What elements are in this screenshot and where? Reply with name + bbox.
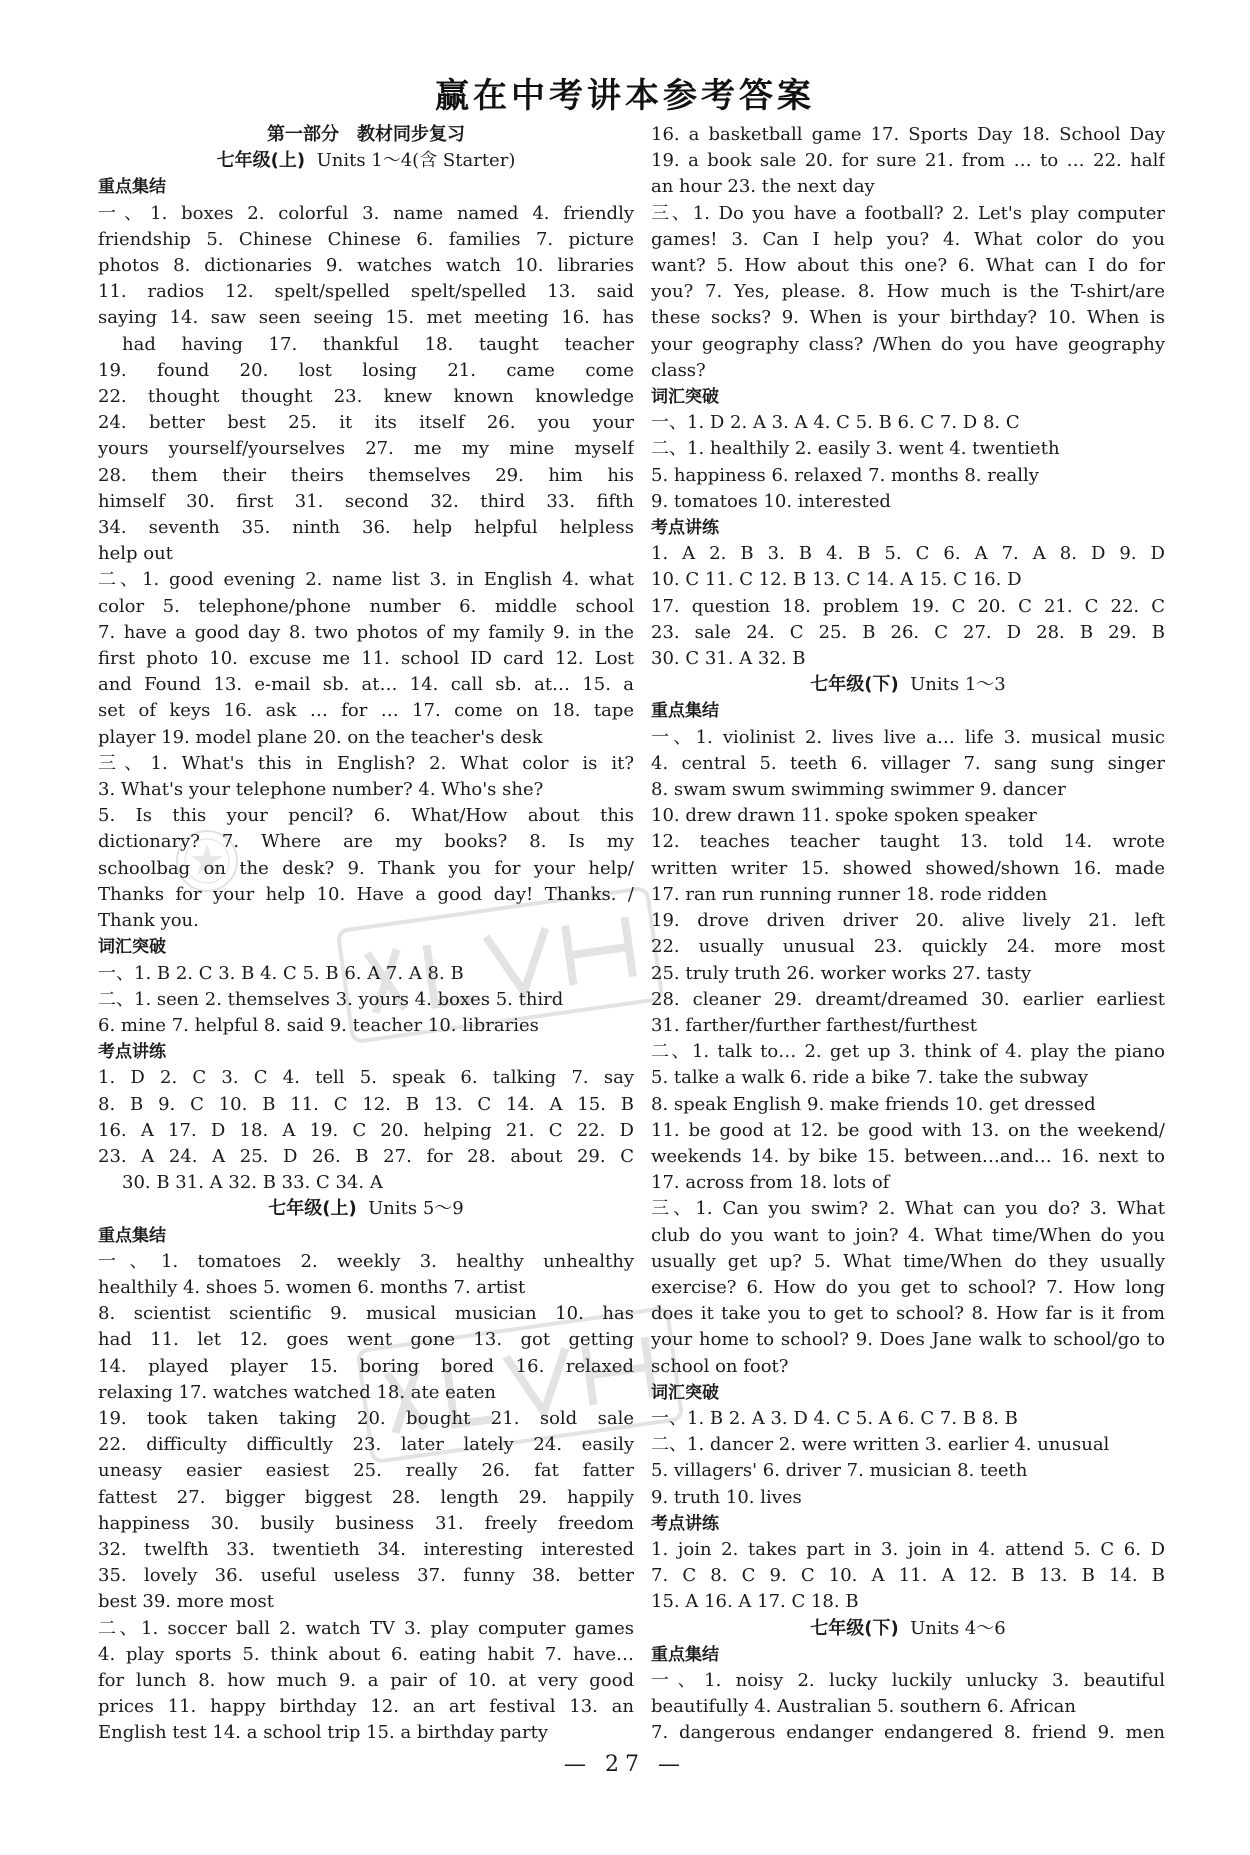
- units-label: Units 4～6: [910, 1617, 1006, 1639]
- answer-line: best 39. more most: [98, 1591, 274, 1613]
- part-heading: 第一部分 教材同步复习: [267, 124, 465, 145]
- answer-line: for lunch 8. how much 9. a pair of 10. at very good: [98, 1669, 634, 1691]
- subsection-heading: 考点讲练: [651, 518, 719, 539]
- answer-line: written writer 15. showed showed/shown 16. made: [651, 857, 1165, 879]
- answer-line: 一、1. B 2. A 3. D 4. C 5. A 6. C 7. B 8. B: [651, 1407, 1018, 1429]
- answer-line: 5. villagers' 6. driver 7. musician 8. teeth: [651, 1460, 1028, 1482]
- answer-line: 7. C 8. C 9. C 10. A 11. A 12. B 13. B 14. B: [651, 1565, 1165, 1587]
- answer-line: 16. A 17. D 18. A 19. C 20. helping 21. C 22. D: [98, 1119, 634, 1141]
- answer-line: 10. drew drawn 11. spoke spoken speaker: [651, 805, 1037, 827]
- answer-line: club do you want to join? 4. What time/When do you: [651, 1224, 1165, 1246]
- units-label: Units 1～3: [910, 674, 1006, 696]
- answer-line: 17. question 18. problem 19. C 20. C 21. C 22. C: [651, 595, 1165, 617]
- subsection-heading: 词汇突破: [651, 387, 719, 408]
- answer-line: 二、1. talk to… 2. get up 3. think of 4. play the piano: [651, 1041, 1165, 1063]
- answer-line: 25. truly truth 26. worker works 27. tasty: [651, 962, 1032, 984]
- answer-line: 19. a book sale 20. for sure 21. from … to … 22. half: [651, 150, 1165, 172]
- subsection-heading: 考点讲练: [98, 1042, 166, 1063]
- answer-line: does it take you to get to school? 8. How far is it from: [651, 1303, 1165, 1325]
- answer-line: saying 14. saw seen seeing 15. met meeting 16. has: [98, 307, 634, 329]
- answer-line: 4. play sports 5. think about 6. eating habit 7. have…: [98, 1643, 634, 1665]
- answer-line: 二、1. seen 2. themselves 3. yours 4. boxes 5. third: [98, 988, 564, 1010]
- section-heading: [651, 1616, 1165, 1642]
- answer-line: friendship 5. Chinese Chinese 6. families 7. picture: [98, 228, 634, 250]
- section-heading: [98, 1196, 634, 1222]
- answer-line: 11. be good at 12. be good with 13. on the weekend/: [651, 1119, 1165, 1141]
- answer-line: 8. scientist scientific 9. musical musician 10. has: [98, 1303, 634, 1325]
- answer-line: your home to school? 9. Does Jane walk to school/go to: [651, 1329, 1165, 1351]
- answer-line: happiness 30. busily business 31. freely freedom: [98, 1512, 634, 1534]
- answer-line: fattest 27. bigger biggest 28. length 29. happily: [98, 1486, 634, 1508]
- answer-line: 8. speak English 9. make friends 10. get dressed: [651, 1093, 1096, 1115]
- answer-line: 17. ran run running runner 18. rode ridden: [651, 883, 1048, 905]
- answer-line: 11. radios 12. spelt/spelled spelt/spelled 13. said: [98, 281, 634, 303]
- answer-line: Thanks for your help 10. Have a good day! Thanks. /: [98, 883, 634, 905]
- answer-line: 19. took taken taking 20. bought 21. sold sale: [98, 1407, 634, 1429]
- answer-line: 28. cleaner 29. dreamt/dreamed 30. earlier earliest: [651, 988, 1165, 1010]
- answer-line: 1. A 2. B 3. B 4. B 5. C 6. A 7. A 8. D 9. D: [651, 543, 1165, 565]
- answer-line: 一、1. boxes 2. colorful 3. name named 4. friendly: [98, 202, 634, 224]
- answer-line: 22. usually unusual 23. quickly 24. more most: [651, 936, 1165, 958]
- answer-line: 6. mine 7. helpful 8. said 9. teacher 10. libraries: [98, 1014, 539, 1036]
- answer-line: 10. C 11. C 12. B 13. C 14. A 15. C 16. D: [651, 569, 1022, 591]
- answer-line: 22. thought thought 23. knew known knowledge: [98, 386, 634, 408]
- answer-line: color 5. telephone/phone number 6. middle school: [98, 595, 634, 617]
- answer-line: 12. teaches teacher taught 13. told 14. wrote: [651, 831, 1165, 853]
- subsection-heading: 考点讲练: [651, 1513, 719, 1534]
- answer-line: schoolbag on the desk? 9. Thank you for your help/: [98, 857, 634, 879]
- grade-label: 七年级(上): [268, 1198, 357, 1220]
- answer-line: himself 30. first 31. second 32. third 33. fifth: [98, 490, 634, 512]
- answer-line: these socks? 9. When is your birthday? 10. When is: [651, 307, 1165, 329]
- answer-line: yours yourself/yourselves 27. me my mine myself: [98, 438, 634, 460]
- answer-line: 32. twelfth 33. twentieth 34. interesting interested: [98, 1538, 634, 1560]
- answer-line: exercise? 6. How do you get to school? 7. How long: [651, 1276, 1165, 1298]
- answer-line: 二、1. soccer ball 2. watch TV 3. play computer games: [98, 1617, 634, 1639]
- subsection-heading: 重点集结: [651, 701, 719, 722]
- grade-label: 七年级(上): [216, 150, 306, 172]
- answer-line: 三、1. What's this in English? 2. What color is it?: [98, 752, 634, 774]
- answer-line: 8. swam swum swimming swimmer 9. dancer: [651, 779, 1066, 801]
- section-heading: [651, 672, 1165, 698]
- answer-line: 23. A 24. A 25. D 26. B 27. for 28. about 29. C: [98, 1145, 634, 1167]
- answer-line: 1. join 2. takes part in 3. join in 4. attend 5. C 6. D: [651, 1538, 1165, 1560]
- answer-line: want? 5. How about this one? 6. What can I do for: [651, 255, 1165, 277]
- right-column: [651, 122, 1165, 1747]
- page-title: 赢在中考讲本参考答案: [435, 76, 815, 116]
- answer-line: 17. across from 18. lots of: [651, 1172, 890, 1194]
- answer-line: relaxing 17. watches watched 18. ate eaten: [98, 1381, 496, 1403]
- answer-line: help out: [98, 543, 173, 565]
- answer-line: weekends 14. by bike 15. between…and… 16. next to: [651, 1145, 1165, 1167]
- answer-line: 1. D 2. C 3. C 4. tell 5. speak 6. talking 7. say: [98, 1067, 634, 1089]
- answer-line: 4. central 5. teeth 6. villager 7. sang sung singer: [651, 752, 1165, 774]
- answer-line: 三、1. Do you have a football? 2. Let's play computer: [651, 202, 1165, 224]
- answer-line: 7. dangerous endanger endangered 8. friend 9. men: [651, 1722, 1165, 1744]
- answer-line: class?: [651, 359, 706, 381]
- answer-line: healthily 4. shoes 5. women 6. months 7. artist: [98, 1276, 526, 1298]
- answer-line: prices 11. happy birthday 12. an art festival 13. an: [98, 1696, 634, 1718]
- answer-line: 31. farther/further farthest/furthest: [651, 1014, 977, 1036]
- answer-line: 15. A 16. A 17. C 18. B: [651, 1591, 859, 1613]
- answer-line: 24. better best 25. it its itself 26. you your: [98, 412, 634, 434]
- answer-line: 19. found 20. lost losing 21. came come: [98, 359, 634, 381]
- answer-line: first photo 10. excuse me 11. school ID card 12. Lost: [98, 648, 634, 670]
- answer-line: 28. them their theirs themselves 29. him his: [98, 464, 634, 486]
- answer-line: player 19. model plane 20. on the teacher's desk: [98, 726, 543, 748]
- answer-line: 二、1. dancer 2. were written 3. earlier 4. unusual: [651, 1434, 1110, 1456]
- answer-line: had 11. let 12. goes went gone 13. got getting: [98, 1329, 634, 1351]
- answer-line: 34. seventh 35. ninth 36. help helpful helpless: [98, 517, 634, 539]
- units-label: Units 1～4(含 Starter): [316, 150, 516, 172]
- answer-line: 23. sale 24. C 25. B 26. C 27. D 28. B 29. B: [651, 621, 1165, 643]
- answer-line: 7. have a good day 8. two photos of my family 9. in the: [98, 621, 634, 643]
- answer-line: 14. played player 15. boring bored 16. relaxed: [98, 1355, 634, 1377]
- answer-line: 5. happiness 6. relaxed 7. months 8. really: [651, 464, 1039, 486]
- answer-line: 30. B 31. A 32. B 33. C 34. A: [122, 1172, 383, 1194]
- answer-line: English test 14. a school trip 15. a birthday party: [98, 1722, 549, 1744]
- answer-line: dictionary? 7. Where are my books? 8. Is my: [98, 831, 634, 853]
- answer-line: 二、1. good evening 2. name list 3. in English 4. what: [98, 569, 634, 591]
- answer-line: 9. truth 10. lives: [651, 1486, 802, 1508]
- answer-line: 5. talke a walk 6. ride a bike 7. take the subway: [651, 1067, 1089, 1089]
- answer-line: 9. tomatoes 10. interested: [651, 490, 891, 512]
- answer-line: 22. difficulty difficultly 23. later lately 24. easily: [98, 1434, 634, 1456]
- answer-line: 30. C 31. A 32. B: [651, 648, 806, 670]
- answer-line: had having 17. thankful 18. taught teacher: [122, 333, 634, 355]
- answer-line: school on foot?: [651, 1355, 789, 1377]
- answer-line: an hour 23. the next day: [651, 176, 875, 198]
- page-number: — 27 —: [564, 1752, 686, 1777]
- answer-line: 一、1. violinist 2. lives live a… life 3. musical music: [651, 726, 1165, 748]
- left-column: [98, 122, 634, 1747]
- subsection-heading: 重点集结: [651, 1644, 719, 1665]
- answer-line: 5. Is this your pencil? 6. What/How about this: [98, 805, 634, 827]
- answer-line: usually get up? 5. What time/When do they usually: [651, 1250, 1165, 1272]
- answer-line: you? 7. Yes, please. 8. How much is the T-shirt/are: [651, 281, 1165, 303]
- answer-line: set of keys 16. ask … for … 17. come on 18. tape: [98, 700, 634, 722]
- subsection-heading: 词汇突破: [98, 937, 166, 958]
- answer-line: 19. drove driven driver 20. alive lively 21. left: [651, 910, 1165, 932]
- answer-line: 一、1. noisy 2. lucky luckily unlucky 3. beautiful: [651, 1669, 1165, 1691]
- answer-line: 35. lovely 36. useful useless 37. funny 38. better: [98, 1565, 634, 1587]
- answer-line: 8. B 9. C 10. B 11. C 12. B 13. C 14. A 15. B: [98, 1093, 634, 1115]
- answer-line: and Found 13. e-mail sb. at… 14. call sb. at… 15. a: [98, 674, 634, 696]
- section-heading: [98, 148, 634, 174]
- answer-line: uneasy easier easiest 25. really 26. fat fatter: [98, 1460, 634, 1482]
- answer-line: 一、1. tomatoes 2. weekly 3. healthy unhealthy: [98, 1250, 634, 1272]
- grade-label: 七年级(下): [810, 674, 899, 696]
- units-label: Units 5～9: [368, 1198, 464, 1220]
- answer-line: photos 8. dictionaries 9. watches watch 10. libraries: [98, 255, 634, 277]
- answer-line: 二、1. healthily 2. easily 3. went 4. twentieth: [651, 438, 1060, 460]
- subsection-heading: 重点集结: [98, 1225, 166, 1246]
- subsection-heading: 词汇突破: [651, 1382, 719, 1403]
- answer-line: beautifully 4. Australian 5. southern 6. African: [651, 1696, 1076, 1718]
- answer-line: your geography class? /When do you have geography: [651, 333, 1165, 355]
- answer-line: Thank you.: [98, 910, 199, 932]
- answer-line: 3. What's your telephone number? 4. Who's she?: [98, 779, 544, 801]
- subsection-heading: 重点集结: [98, 177, 166, 198]
- answer-line: 一、1. B 2. C 3. B 4. C 5. B 6. A 7. A 8. B: [98, 962, 464, 984]
- answer-line: 16. a basketball game 17. Sports Day 18. School Day: [651, 124, 1165, 145]
- answer-line: games! 3. Can I help you? 4. What color do you: [651, 228, 1165, 250]
- grade-label: 七年级(下): [810, 1617, 899, 1639]
- answer-line: 三、1. Can you swim? 2. What can you do? 3. What: [651, 1198, 1165, 1220]
- answer-line: 一、1. D 2. A 3. A 4. C 5. B 6. C 7. D 8. C: [651, 412, 1020, 434]
